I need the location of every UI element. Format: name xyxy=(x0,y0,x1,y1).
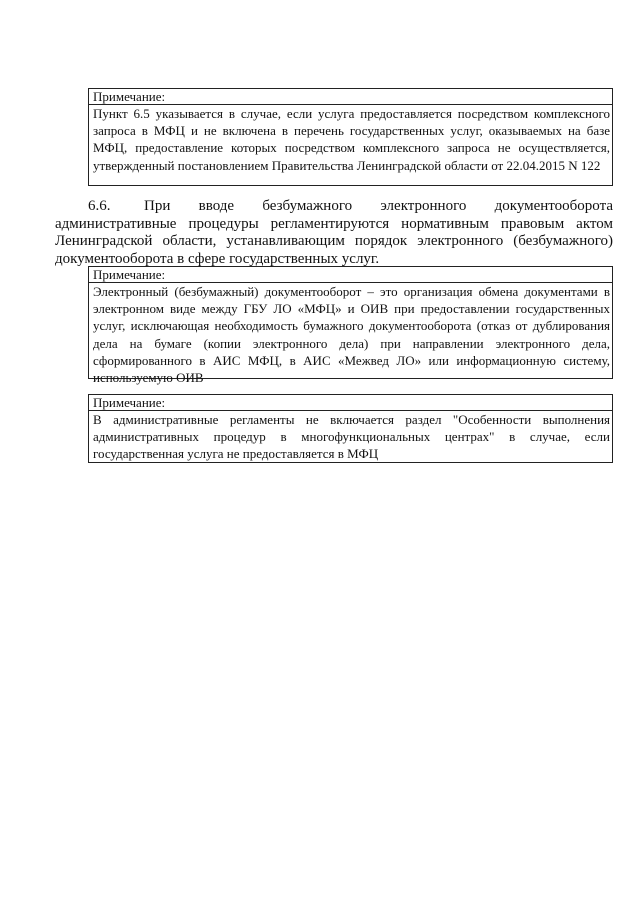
section-6-6-paragraph xyxy=(55,198,613,268)
note-text: Пункт 6.5 указывается в случае, если услуга предоставляется посредством комплексного запроса в МФЦ и не включена в перечень государственных услуг, оказываемых на базе МФЦ, предоставление которых посредством комплексного запроса не осуществляется, утвержденный постановлением Правительства Ленинградской области от 22.04.2015 N 122 xyxy=(93,106,610,173)
section-number: 6.6. xyxy=(88,198,111,214)
note-header: Примечание: xyxy=(89,89,612,105)
note-box-mfc-section xyxy=(88,394,613,463)
note-text: Электронный (безбумажный) документооборот – это организация обмена документами в электронном виде между ГБУ ЛО «МФЦ» и ОИВ при предоставлении государственных услуг, исключающая необходимость бумажного документооборота (отказ от дублирования дела на бумаге (копии электронного дела) при направлении электронного дела, сформированного в АИС МФЦ, в АИС «Межвед ЛО» или информационную систему, используемую ОИВ xyxy=(93,284,610,386)
section-text: При вводе безбумажного электронного документооборота административные процедуры регламентируются нормативным правовым актом Ленинградской области, устанавливающим порядок электронного (безбумажного) документооборота в сфере государственных услуг. xyxy=(55,198,613,267)
note-box-item-6-5 xyxy=(88,88,613,186)
note-header: Примечание: xyxy=(89,267,612,283)
note-text: В административные регламенты не включается раздел "Особенности выполнения административных процедур в многофункциональных центрах" в случае, если государственная услуга не предоставляется в МФЦ xyxy=(93,412,610,462)
note-box-electronic-docflow xyxy=(88,266,613,386)
note-header: Примечание: xyxy=(89,395,612,411)
